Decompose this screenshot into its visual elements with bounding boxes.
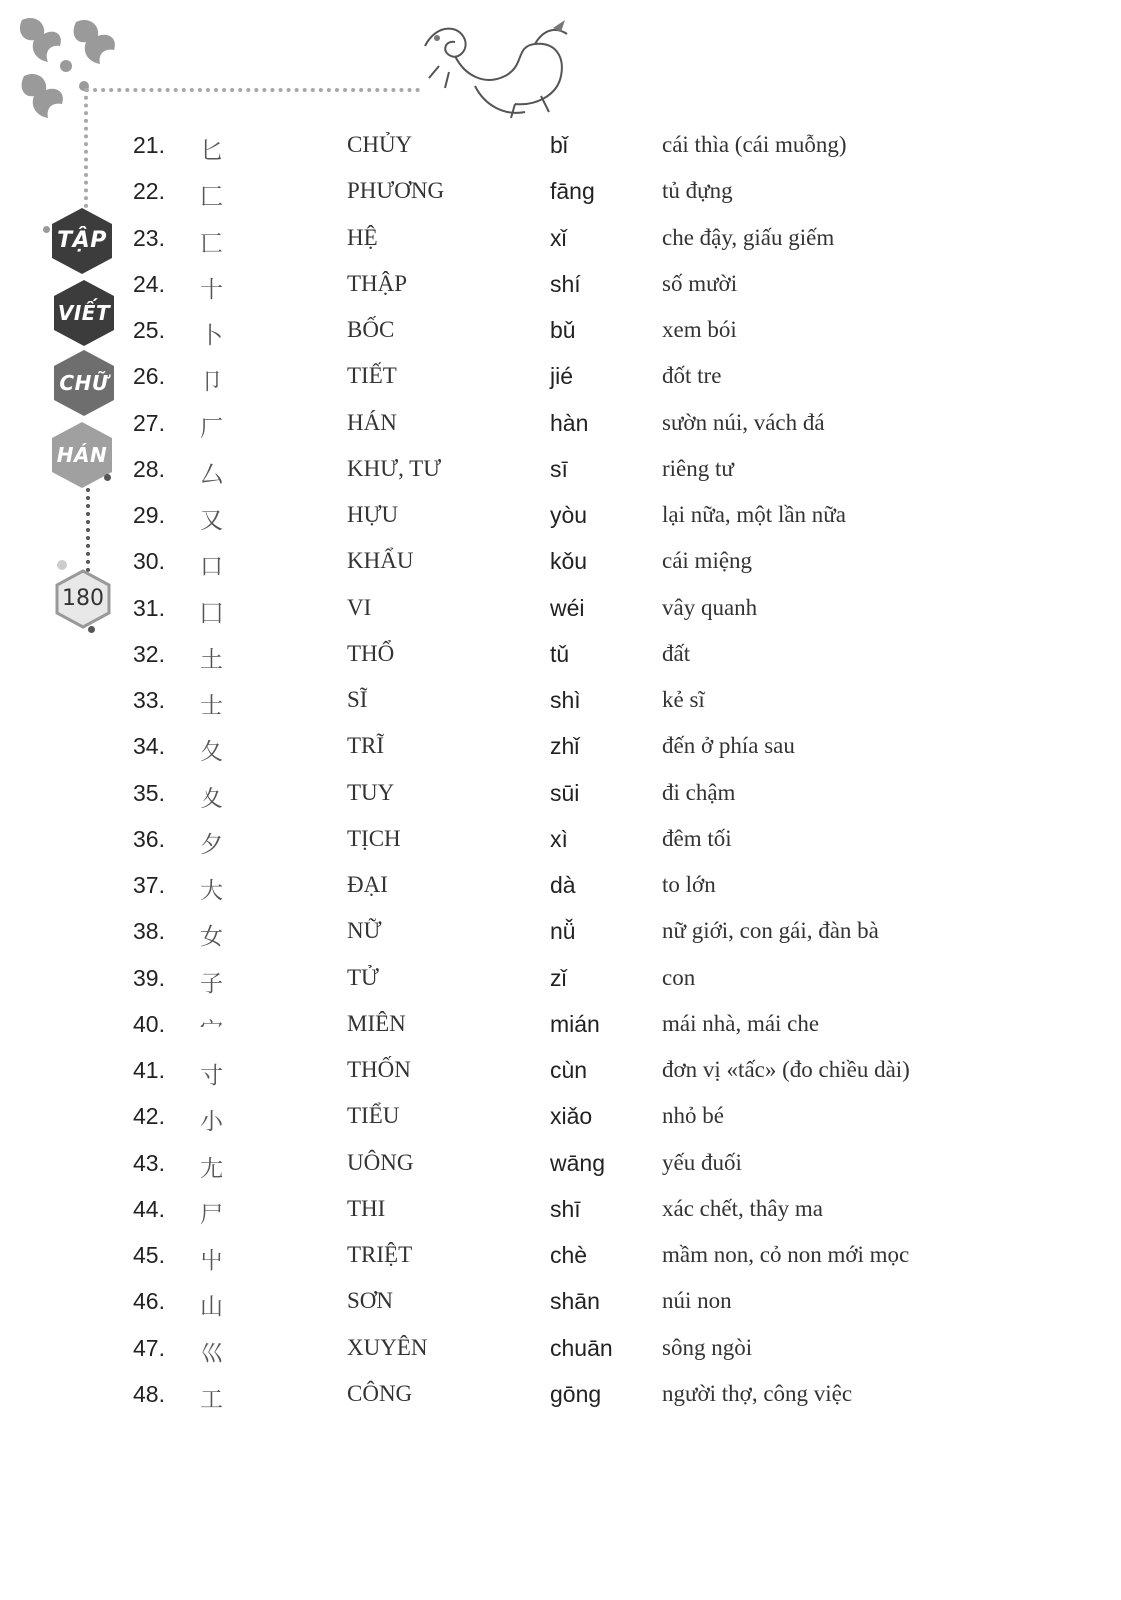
radical-table	[0, 124, 1121, 1419]
radical-character: 工	[200, 1386, 223, 1413]
table-row	[0, 1234, 1121, 1280]
radical-character: 土	[200, 646, 223, 673]
radical-character: 匕	[200, 138, 223, 164]
radical-character: 卩	[200, 369, 223, 396]
radical-number: 28.	[133, 455, 165, 482]
radical-pinyin: yòu	[550, 502, 588, 528]
radical-meaning: kẻ sĩ	[662, 687, 705, 712]
radical-pinyin: jié	[550, 363, 574, 390]
radical-name: HÁN	[347, 409, 397, 435]
radical-meaning: riêng tư	[662, 455, 734, 481]
radical-character: 匚	[200, 184, 223, 211]
radical-number: 47.	[133, 1334, 165, 1361]
radical-name: NỮ	[347, 918, 382, 944]
table-row	[0, 633, 1121, 679]
radical-meaning: đêm tối	[662, 825, 732, 851]
radical-pinyin: nǚ	[550, 918, 576, 945]
radical-number: 30.	[133, 548, 165, 575]
radical-meaning: đi chậm	[662, 779, 736, 805]
radical-pinyin: xǐ	[550, 224, 567, 251]
radical-pinyin: hàn	[550, 409, 589, 436]
radical-name: TRIỆT	[347, 1242, 413, 1267]
sidebar-label-viet: VIẾT	[57, 301, 111, 325]
table-row	[0, 355, 1121, 401]
radical-number: 45.	[133, 1242, 165, 1268]
table-row	[0, 170, 1121, 216]
table-row	[0, 864, 1121, 910]
radical-number: 25.	[133, 317, 165, 343]
radical-pinyin: dà	[550, 872, 576, 898]
radical-character: 卜	[200, 323, 223, 349]
radical-meaning: xem bói	[662, 317, 737, 342]
radical-name: THỐN	[347, 1057, 411, 1082]
radical-number: 24.	[133, 270, 165, 297]
radical-pinyin: kǒu	[550, 548, 588, 575]
radical-name: KHẨU	[347, 548, 414, 574]
table-row	[0, 263, 1121, 309]
radical-name: XUYÊN	[347, 1334, 428, 1360]
radical-number: 27.	[133, 409, 165, 436]
table-row	[0, 772, 1121, 818]
table-row	[0, 540, 1121, 586]
radical-character: 十	[200, 276, 223, 303]
radical-number: 29.	[133, 502, 165, 528]
radical-meaning: cái miệng	[662, 548, 753, 574]
radical-meaning: che đậy, giấu giếm	[662, 224, 835, 250]
table-row	[0, 587, 1121, 633]
radical-number: 36.	[133, 825, 165, 852]
table-row	[0, 402, 1121, 448]
radical-name: HỆ	[347, 224, 378, 250]
radical-pinyin: tǔ	[550, 640, 570, 667]
radical-meaning: xác chết, thây ma	[662, 1195, 823, 1221]
table-row	[0, 217, 1121, 263]
radical-number: 26.	[133, 363, 165, 390]
radical-character: 厶	[200, 461, 223, 488]
radical-number: 34.	[133, 733, 165, 760]
radical-number: 31.	[133, 594, 165, 621]
radical-pinyin: wāng	[550, 1149, 605, 1176]
radical-character: 又	[200, 508, 223, 534]
table-row	[0, 1327, 1121, 1373]
table-row	[0, 1280, 1121, 1326]
table-row	[0, 1188, 1121, 1234]
radical-pinyin: chuān	[550, 1334, 613, 1361]
sidebar-label-chu: CHỮ	[59, 371, 109, 395]
radical-name: TIỂU	[347, 1103, 400, 1129]
table-row	[0, 1049, 1121, 1095]
radical-number: 46.	[133, 1288, 165, 1315]
radical-pinyin: bǐ	[550, 132, 568, 158]
radical-name: TỊCH	[347, 825, 401, 851]
radical-number: 32.	[133, 640, 165, 667]
radical-number: 37.	[133, 872, 165, 898]
table-row	[0, 309, 1121, 355]
radical-name: PHƯƠNG	[347, 178, 445, 204]
table-row	[0, 124, 1121, 170]
radical-meaning: mái nhà, mái che	[662, 1010, 820, 1036]
radical-name: KHƯ, TƯ	[347, 455, 442, 481]
radical-meaning: số mười	[662, 270, 738, 296]
radical-meaning: đất	[662, 640, 691, 666]
radical-pinyin: wéi	[550, 594, 585, 621]
radical-number: 39.	[133, 964, 165, 991]
radical-character: 屮	[200, 1248, 223, 1274]
radical-pinyin: fāng	[550, 178, 595, 205]
radical-pinyin: bǔ	[550, 317, 576, 343]
radical-number: 23.	[133, 224, 165, 251]
table-row	[0, 1003, 1121, 1049]
table-row	[0, 957, 1121, 1003]
radical-number: 42.	[133, 1103, 165, 1130]
page-number: 180	[62, 586, 104, 611]
radical-character: 口	[200, 554, 223, 581]
radical-number: 40.	[133, 1010, 165, 1037]
radical-character: 子	[200, 970, 223, 997]
radical-character: 寸	[200, 1063, 223, 1089]
radical-pinyin: gōng	[550, 1380, 602, 1407]
radical-name: THẬP	[347, 270, 408, 296]
radical-number: 48.	[133, 1380, 165, 1407]
radical-number: 38.	[133, 918, 165, 945]
radical-character: 夕	[200, 831, 223, 858]
radical-pinyin: cùn	[550, 1057, 588, 1083]
radical-name: BỐC	[347, 317, 395, 342]
radical-character: 大	[200, 878, 223, 904]
radical-number: 35.	[133, 779, 165, 806]
table-row	[0, 448, 1121, 494]
radical-name: ĐẠI	[347, 872, 388, 897]
radical-meaning: đốt tre	[662, 363, 722, 389]
table-row	[0, 910, 1121, 956]
table-row	[0, 1373, 1121, 1419]
table-row	[0, 818, 1121, 864]
radical-number: 41.	[133, 1057, 165, 1083]
radical-name: CÔNG	[347, 1380, 413, 1406]
radical-character: 尸	[200, 1201, 223, 1228]
radical-number: 43.	[133, 1149, 165, 1176]
radical-pinyin: xì	[550, 825, 568, 852]
radical-number: 22.	[133, 178, 165, 205]
radical-name: SƠN	[347, 1288, 394, 1314]
radical-name: TIẾT	[347, 363, 397, 389]
radical-meaning: con	[662, 964, 696, 990]
radical-pinyin: xiǎo	[550, 1103, 593, 1130]
radical-name: THI	[347, 1195, 386, 1221]
corner-ornament	[14, 14, 134, 134]
radical-pinyin: zhǐ	[550, 733, 580, 760]
radical-pinyin: chè	[550, 1242, 588, 1268]
radical-character: 尢	[200, 1155, 223, 1182]
radical-name: HỰU	[347, 502, 399, 527]
radical-name: CHỦY	[347, 132, 413, 157]
radical-character: 女	[200, 924, 223, 951]
radical-character: 士	[200, 693, 223, 719]
radical-name: SĨ	[347, 687, 368, 712]
frame-dotted-line-top	[85, 88, 420, 92]
radical-pinyin: sī	[550, 455, 568, 482]
radical-meaning: to lớn	[662, 872, 716, 897]
radical-pinyin: shī	[550, 1195, 581, 1222]
radical-meaning: đến ở phía sau	[662, 733, 795, 759]
radical-character: 匸	[200, 230, 223, 257]
table-row	[0, 1095, 1121, 1141]
radical-character: 小	[200, 1109, 223, 1136]
radical-number: 21.	[133, 132, 165, 158]
radical-meaning: sông ngòi	[662, 1334, 753, 1360]
radical-meaning: lại nữa, một lần nữa	[662, 502, 846, 527]
sidebar-label-han: HÁN	[56, 443, 108, 467]
radical-pinyin: shí	[550, 270, 581, 297]
radical-character: 夊	[200, 785, 223, 812]
table-row	[0, 679, 1121, 725]
radical-meaning: nữ giới, con gái, đàn bà	[662, 918, 879, 944]
radical-number: 44.	[133, 1195, 165, 1222]
dragon-illustration	[415, 16, 580, 122]
table-row	[0, 494, 1121, 540]
radical-character: 囗	[200, 600, 223, 627]
radical-name: MIÊN	[347, 1010, 406, 1036]
radical-meaning: nhỏ bé	[662, 1103, 724, 1129]
radical-meaning: vây quanh	[662, 594, 758, 620]
radical-pinyin: shān	[550, 1288, 600, 1315]
radical-pinyin: shì	[550, 687, 581, 713]
radical-name: VI	[347, 594, 372, 620]
radical-character: 宀	[200, 1016, 223, 1043]
radical-name: UÔNG	[347, 1149, 414, 1175]
sidebar-label-tap: TẬP	[57, 228, 107, 253]
radical-name: TUY	[347, 779, 395, 805]
radical-pinyin: zǐ	[550, 964, 567, 991]
radical-name: TỬ	[347, 964, 379, 990]
radical-name: TRĨ	[347, 733, 385, 759]
radical-character: 巛	[200, 1340, 223, 1367]
radical-meaning: cái thìa (cái muỗng)	[662, 132, 847, 157]
radical-character: 夂	[200, 739, 223, 766]
radical-meaning: người thợ, công việc	[662, 1380, 853, 1406]
radical-meaning: tủ đựng	[662, 178, 733, 204]
radical-meaning: mầm non, cỏ non mới mọc	[662, 1242, 910, 1267]
radical-pinyin: sūi	[550, 779, 580, 806]
radical-character: 山	[200, 1294, 223, 1321]
radical-character: 厂	[200, 415, 223, 442]
table-row	[0, 1142, 1121, 1188]
table-row	[0, 725, 1121, 771]
radical-name: THỔ	[347, 640, 395, 666]
radical-meaning: núi non	[662, 1288, 732, 1314]
radical-meaning: đơn vị «tấc» (đo chiều dài)	[662, 1057, 910, 1082]
radical-pinyin: mián	[550, 1010, 600, 1037]
radical-meaning: yếu đuối	[662, 1149, 742, 1175]
radical-number: 33.	[133, 687, 165, 713]
radical-meaning: sườn núi, vách đá	[662, 409, 825, 435]
